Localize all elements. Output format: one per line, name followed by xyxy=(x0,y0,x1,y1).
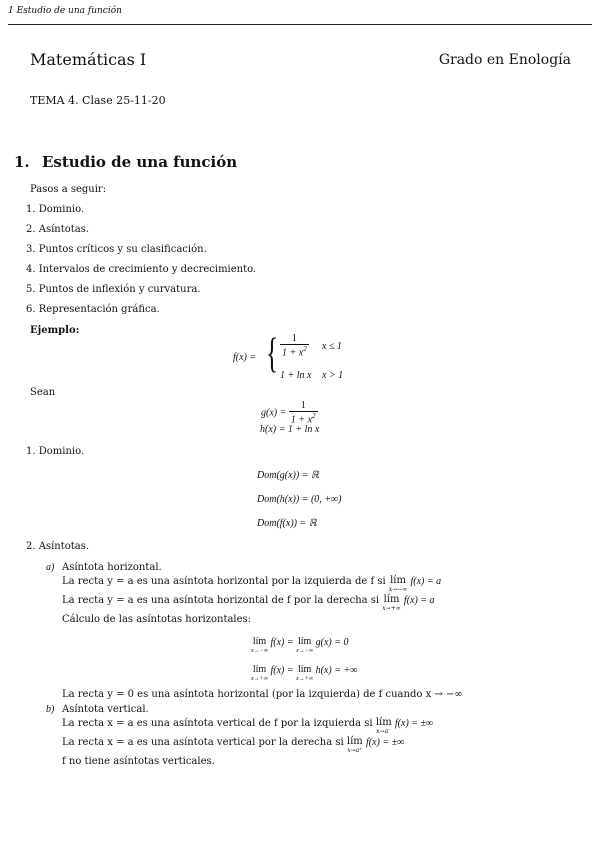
horizontal-left-rhs: f(x) = a xyxy=(410,576,442,587)
vertical-right-rhs: f(x) = ±∞ xyxy=(365,737,405,748)
piecewise-case-1 xyxy=(280,333,309,359)
horizontal-right-rhs: f(x) = a xyxy=(403,595,435,606)
calc-label: Cálculo de las asíntotas horizontales: xyxy=(62,614,252,625)
item-marker-a: a) xyxy=(46,562,55,573)
lim-subscript: x→+∞ xyxy=(251,676,268,682)
sean-text: Sean xyxy=(30,387,56,398)
lim-subscript: x→a⁺ xyxy=(347,747,363,754)
header-rule xyxy=(8,24,592,25)
step-item: 1. Dominio. xyxy=(26,204,85,215)
lim-subscript: x→−∞ xyxy=(251,648,268,654)
section-number: 1. xyxy=(14,153,30,171)
course-title: Matemáticas I xyxy=(30,50,147,69)
vertical-right-def xyxy=(62,737,404,754)
horizontal-right-text: La recta y = a es una asíntota horizontal de f por la derecha si xyxy=(62,595,380,606)
g-numerator: 1 xyxy=(289,400,318,412)
step-item: 4. Intervalos de crecimiento y decrecimiento. xyxy=(26,264,257,275)
calc-line-1 xyxy=(251,637,348,654)
vertical-right-text: La recta x = a es una asíntota vertical por la derecha si xyxy=(62,737,344,748)
example-label: Ejemplo: xyxy=(30,325,80,336)
g-definition xyxy=(261,400,318,426)
vertical-left-rhs: f(x) = ±∞ xyxy=(394,718,434,729)
horizontal-left-def xyxy=(62,576,441,593)
case1-numerator: 1 xyxy=(280,333,309,345)
dominio-heading: 1. Dominio. xyxy=(26,446,85,457)
lim-word: lím xyxy=(390,575,406,586)
case1-condition: x ≤ 1 xyxy=(322,341,342,352)
step-item: 3. Puntos críticos y su clasificación. xyxy=(26,244,207,255)
g-lhs: g(x) = xyxy=(261,407,287,419)
lim-word: lím xyxy=(297,636,312,647)
intro-text: Pasos a seguir: xyxy=(30,184,107,195)
lim-word: lím xyxy=(297,664,312,675)
g-denominator: 1 + x xyxy=(290,414,313,426)
vertical-conclusion: f no tiene asíntotas verticales. xyxy=(62,756,215,767)
calc1-mid: f(x) = xyxy=(270,637,294,648)
calc1-rhs: g(x) = 0 xyxy=(315,637,349,648)
calc-line-2 xyxy=(251,665,357,682)
lim-subscript: x→a⁻ xyxy=(376,728,392,735)
vertical-left-text: La recta x = a es una asíntota vertical de f por la izquierda si xyxy=(62,718,373,729)
lim-word: lím xyxy=(375,717,392,728)
lim-subscript: x→+∞ xyxy=(296,676,314,682)
lesson-subtitle: TEMA 4. Clase 25-11-20 xyxy=(30,94,166,107)
case1-exponent: 2 xyxy=(303,345,307,353)
lim-subscript: x→−∞ xyxy=(388,586,408,593)
lim-word: lím xyxy=(383,594,400,605)
step-item: 2. Asíntotas. xyxy=(26,224,90,235)
section-heading xyxy=(14,153,237,171)
lim-word: lím xyxy=(346,736,363,747)
dominio-line: Dom(f(x)) = ℝ xyxy=(257,518,317,529)
h-definition: h(x) = 1 + ln x xyxy=(260,424,320,435)
dominio-line: Dom(h(x)) = (0, +∞) xyxy=(257,494,342,505)
piecewise-lhs: f(x) = xyxy=(233,352,257,363)
dominio-line: Dom(g(x)) = ℝ xyxy=(257,470,319,481)
calc2-mid: f(x) = xyxy=(270,665,294,676)
case2-condition: x > 1 xyxy=(322,370,344,381)
asintotas-heading: 2. Asíntotas. xyxy=(26,541,90,552)
lim-word: lím xyxy=(252,664,267,675)
g-exponent: 2 xyxy=(312,412,316,420)
vertical-title: Asíntota vertical. xyxy=(62,704,149,715)
case2-expression: 1 + ln x xyxy=(280,370,312,381)
horizontal-left-text: La recta y = a es una asíntota horizontal por la izquierda de f si xyxy=(62,576,386,587)
degree-title: Grado en Enología xyxy=(438,52,571,68)
step-item: 6. Representación gráfica. xyxy=(26,304,160,315)
lim-subscript: x→+∞ xyxy=(382,605,401,612)
horizontal-title: Asíntota horizontal. xyxy=(62,562,162,573)
calc2-rhs: h(x) = +∞ xyxy=(315,665,358,676)
step-item: 5. Puntos de inflexión y curvatura. xyxy=(26,284,201,295)
case1-denominator: 1 + x xyxy=(282,347,304,359)
section-title: Estudio de una función xyxy=(42,153,238,171)
lim-word: lím xyxy=(252,636,267,647)
piecewise-brace: { xyxy=(266,331,279,377)
lim-subscript: x→−∞ xyxy=(296,648,314,654)
vertical-left-def xyxy=(62,718,433,735)
horizontal-right-def xyxy=(62,595,435,612)
item-marker-b: b) xyxy=(46,704,55,715)
running-header: 1 Estudio de una función xyxy=(8,6,122,16)
horizontal-conclusion: La recta y = 0 es una asíntota horizontal (por la izquierda) de f cuando x → −∞ xyxy=(62,689,463,700)
